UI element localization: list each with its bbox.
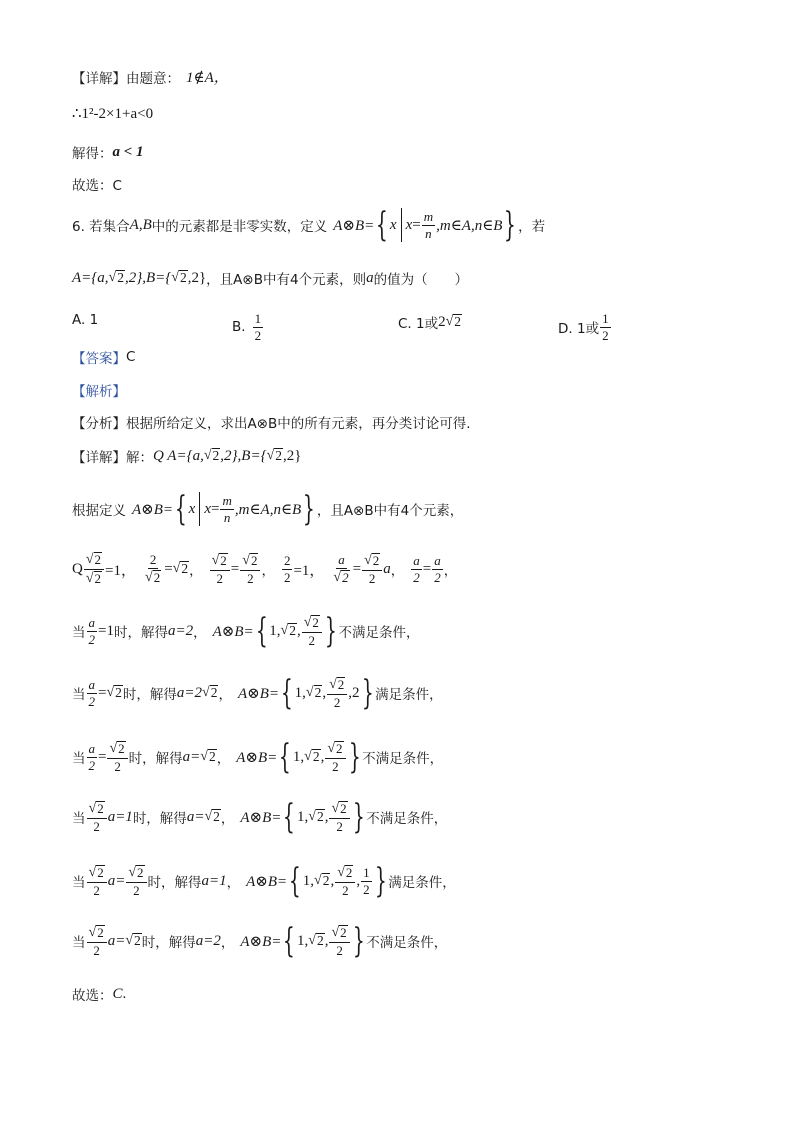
sqrt-2: √ 2: [445, 314, 462, 330]
q6-set-b-open: ,2},B={: [124, 269, 172, 286]
case-1: 当 $\frac{a}{2}$ =1 时，解得 a=2 ， A⊗B= { 1, √ 2 , √ 2 2 } 不满足条件，: [72, 611, 420, 651]
detail-label-2: 【详解】: [72, 450, 126, 466]
question-6-line-1: 6. 若集合 A,B 中的元素都是非零实数，定义 A⊗B= { x x = $\frac{m}{n}$ ,m∈A,n∈B } ，若: [72, 205, 546, 245]
detail-math: 1∉A，: [186, 70, 229, 86]
q6-x2: x: [405, 216, 413, 233]
quotients-line: Q √ 2 √ 2 =1， 2 √ 2 = √ 2 ， √ 2 2 = √ 2 2 ， $\frac{2}{2}$ =1， a √ 2 = √ 2 2 a ， $\frac{a}{2}$ = $\frac{a}{2}$ ，: [72, 552, 458, 587]
solution-label: 解得：: [72, 146, 113, 162]
line-solution: [72, 142, 144, 162]
option-d: D. 1或 $\frac{1}{2}$: [558, 311, 609, 343]
analysis-label: 【解析】: [72, 384, 126, 400]
q6-l2-end: 的值为（ ）: [373, 272, 469, 288]
q6-mid: 中的元素都是非零实数，定义: [151, 219, 328, 235]
frac-a-2: $\frac{a}{2}$: [88, 614, 95, 647]
detail-label: 【详解】: [72, 70, 126, 87]
case-2: 当 $\frac{a}{2}$ = √ 2 时，解得 a=2 √ 2 ， A⊗B= { 1, √ 2 , √ 2 2 ,2 } 满足条件，: [72, 673, 443, 713]
frac-a-2: $\frac{a}{2}$: [434, 553, 441, 585]
line-detail-1: [72, 66, 229, 87]
analysis-summary: [72, 412, 471, 432]
solution-math: a < 1: [112, 143, 144, 160]
frac-1-2: $\frac{1}{2}$: [602, 311, 609, 343]
q6-x: x: [389, 216, 397, 233]
frac-m-n: $\frac{m}{n}$: [222, 492, 232, 525]
frac-sqrt2-sqrt2: √ 2 √ 2: [84, 552, 104, 586]
frac-1-2: $\frac{1}{2}$: [254, 311, 262, 343]
detail-text-2: 解：: [126, 450, 153, 466]
frac-2-2: $\frac{2}{2}$: [283, 553, 291, 585]
answer-value: C: [126, 349, 136, 365]
summary-text: 根据所给定义，求出A⊗B中的所有元素，再分类讨论可得.: [126, 416, 471, 432]
answer-label: 【答案】: [72, 351, 126, 367]
frac-sqrt2-2: √ 2 2: [240, 553, 260, 585]
q6-a-sym: a: [366, 269, 374, 286]
inequality-math: ∴1²-2×1+a<0: [72, 106, 154, 122]
q6-ab: A,B: [129, 216, 152, 233]
frac-a-sqrt2: a √ 2: [333, 552, 349, 586]
frac-sqrt2-2: √ 2 2: [210, 553, 230, 585]
analysis-header: [72, 380, 126, 400]
choice-text: 故选：C: [72, 178, 122, 194]
q6-frac-m-n: $\frac{m}{n}$: [423, 208, 434, 241]
detail-text: 由题意：: [126, 70, 180, 87]
sqrt-2: √ 2: [266, 448, 283, 464]
case-4: 当 √ 2 2 a=1 时，解得 a= √ 2 ， A⊗B= { 1, √ 2 , √ 2 2 } 不满足条件，: [72, 797, 448, 837]
final-answer: 故选： C .: [72, 985, 127, 1004]
option-b: B. $\frac{1}{2}$: [232, 311, 262, 343]
sqrt-2: √ 2: [172, 561, 189, 577]
q6-set-b-close: ,2}: [187, 269, 207, 286]
q6-set-a-open: A={a,: [72, 269, 109, 286]
case-3: 当 $\frac{a}{2}$ = √ 2 2 时，解得 a= √ 2 ， A⊗B= { 1, √ 2 , √ 2 2 } 不满足条件，: [72, 737, 444, 777]
option-a: A. 1: [72, 312, 99, 328]
answer-line: [72, 347, 135, 367]
q6-l2-text: ，且A⊗B中有4个元素，则: [206, 272, 367, 288]
line-choice: [72, 174, 122, 194]
question-6-line-2: [72, 268, 468, 288]
frac-sqrt2-2: √ 2 2: [362, 553, 382, 585]
case-6: 当 √ 2 2 a= √ 2 时，解得 a=2 ， A⊗B= { 1, √ 2 , √ 2 2 } 不满足条件，: [72, 921, 448, 961]
frac-a-2: $\frac{a}{2}$: [413, 553, 420, 585]
line-inequality: [72, 104, 153, 123]
q6-tail: ，若: [518, 219, 546, 235]
q6-head: 6. 若集合: [72, 219, 130, 235]
case-5: 当 √ 2 2 a= √ 2 2 时，解得 a=1 ， A⊗B= { 1, √ 2 , √ 2 2 , $\frac{1}{2}$ } 满足条件，: [72, 861, 456, 901]
option-c: C. 1或 2 √ 2: [398, 313, 462, 332]
q6-cond: ,m∈A,n∈B: [436, 217, 503, 234]
definition-line: 根据定义 A⊗B= { x x = $\frac{m}{n}$ ,m∈A,n∈B } ，且A⊗B中有4个元素，: [72, 489, 464, 529]
sqrt-2: √ 2: [171, 270, 187, 286]
q6-def-left: A⊗B=: [333, 217, 375, 234]
frac-2-sqrt2: 2 √ 2: [145, 552, 161, 586]
summary-label: 【分析】: [72, 416, 126, 432]
detail-line: 【详解】 解： Q A={a, √ 2 ,2},B={ √ 2 ,2}: [72, 447, 302, 466]
sqrt-2: √ 2: [108, 270, 124, 286]
sqrt-2: √ 2: [203, 448, 220, 464]
